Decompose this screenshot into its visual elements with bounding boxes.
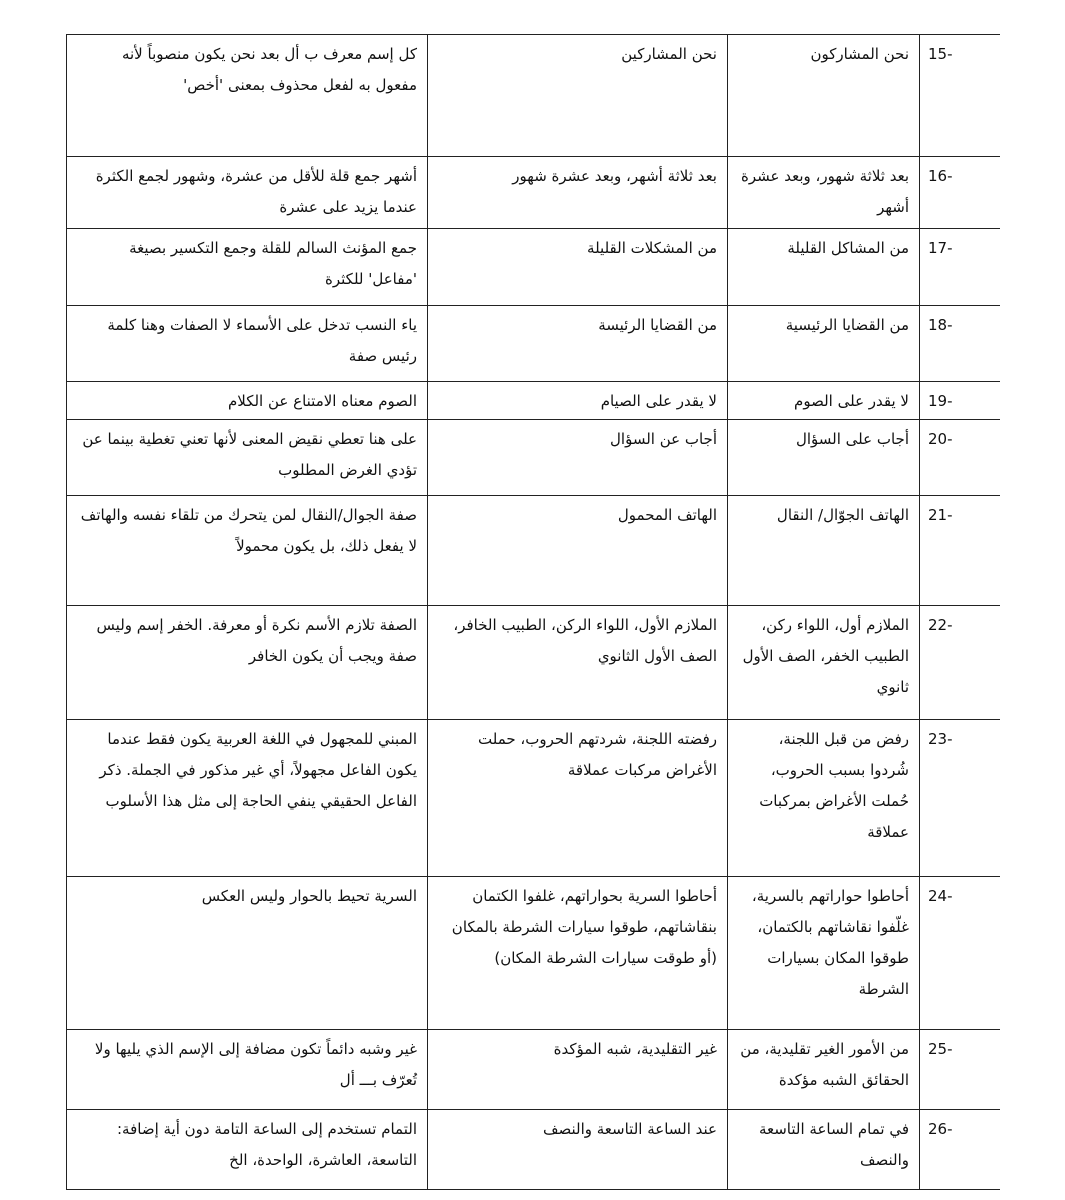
- table-row: [67, 720, 1001, 877]
- table-row: [67, 382, 1001, 420]
- corrected-text: الهاتف المحمول: [428, 496, 728, 606]
- explanation-text: أشهر جمع قلة للأقل من عشرة، وشهور لجمع الكثرة عندما يزيد على عشرة: [67, 157, 428, 229]
- row-number: 23-: [920, 720, 1001, 877]
- original-text: أجاب على السؤال: [728, 420, 920, 496]
- corrected-text: عند الساعة التاسعة والنصف: [428, 1110, 728, 1190]
- original-text: لا يقدر على الصوم: [728, 382, 920, 420]
- corrected-text: الملازم الأول، اللواء الركن، الطبيب الخافر، الصف الأول الثانوي: [428, 606, 728, 720]
- corrected-text: من القضايا الرئيسة: [428, 306, 728, 382]
- table-row: [67, 420, 1001, 496]
- original-text: نحن المشاركون: [728, 35, 920, 157]
- row-number: 17-: [920, 229, 1001, 306]
- row-number: 16-: [920, 157, 1001, 229]
- corrections-table: [66, 34, 1000, 1190]
- original-text: أحاطوا حواراتهم بالسرية، غلّفوا نقاشاتهم بالكتمان، طوقوا المكان بسيارات الشرطة: [728, 877, 920, 1030]
- original-text: من القضايا الرئيسية: [728, 306, 920, 382]
- row-number: 26-: [920, 1110, 1001, 1190]
- original-text: بعد ثلاثة شهور، وبعد عشرة أشهر: [728, 157, 920, 229]
- original-text: الملازم أول، اللواء ركن، الطبيب الخفر، الصف الأول ثانوي: [728, 606, 920, 720]
- row-number: 24-: [920, 877, 1001, 1030]
- original-text: الهاتف الجوّال/ النقال: [728, 496, 920, 606]
- row-number: 25-: [920, 1030, 1001, 1110]
- table-row: [67, 306, 1001, 382]
- explanation-text: ياء النسب تدخل على الأسماء لا الصفات وهنا كلمة رئيس صفة: [67, 306, 428, 382]
- corrected-text: بعد ثلاثة أشهر، وبعد عشرة شهور: [428, 157, 728, 229]
- table-row: [67, 606, 1001, 720]
- row-number: 20-: [920, 420, 1001, 496]
- corrected-text: نحن المشاركين: [428, 35, 728, 157]
- explanation-text: السرية تحيط بالحوار وليس العكس: [67, 877, 428, 1030]
- corrected-text: أحاطوا السرية بحواراتهم، غلفوا الكتمان بنقاشاتهم، طوقوا سيارات الشرطة بالمكان (أو طوقت سيارات الشرطة المكان): [428, 877, 728, 1030]
- explanation-text: غير وشبه دائماً تكون مضافة إلى الإسم الذي يليها ولا تُعرّف بـــ أل: [67, 1030, 428, 1110]
- table-row: [67, 877, 1001, 1030]
- explanation-text: الصفة تلازم الأسم نكرة أو معرفة. الخفر إسم وليس صفة ويجب أن يكون الخافر: [67, 606, 428, 720]
- row-number: 22-: [920, 606, 1001, 720]
- table-row: [67, 157, 1001, 229]
- explanation-text: التمام تستخدم إلى الساعة التامة دون أية إضافة: التاسعة، العاشرة، الواحدة، الخ: [67, 1110, 428, 1190]
- explanation-text: كل إسم معرف ب أل بعد نحن يكون منصوباً لأنه مفعول به لفعل محذوف بمعنى 'أخص': [67, 35, 428, 157]
- explanation-text: المبني للمجهول في اللغة العربية يكون فقط عندما يكون الفاعل مجهولاً، أي غير مذكور في الجملة. ذكر الفاعل الحقيقي ينفي الحاجة إلى مثل هذا الأسلوب: [67, 720, 428, 877]
- row-number: 15-: [920, 35, 1001, 157]
- corrected-text: لا يقدر على الصيام: [428, 382, 728, 420]
- corrected-text: أجاب عن السؤال: [428, 420, 728, 496]
- explanation-text: على هنا تعطي نقيض المعنى لأنها تعني تغطية بينما عن تؤدي الغرض المطلوب: [67, 420, 428, 496]
- corrected-text: غير التقليدية، شبه المؤكدة: [428, 1030, 728, 1110]
- document-page: [66, 34, 1000, 1194]
- table-row: [67, 35, 1001, 157]
- row-number: 18-: [920, 306, 1001, 382]
- original-text: من المشاكل القليلة: [728, 229, 920, 306]
- original-text: في تمام الساعة التاسعة والنصف: [728, 1110, 920, 1190]
- table-row: [67, 229, 1001, 306]
- table-row: [67, 1110, 1001, 1190]
- explanation-text: صفة الجوال/النقال لمن يتحرك من تلقاء نفسه والهاتف لا يفعل ذلك، بل يكون محمولاً: [67, 496, 428, 606]
- original-text: رفض من قبل اللجنة، شُردوا بسبب الحروب، حُملت الأغراض بمركبات عملاقة: [728, 720, 920, 877]
- row-number: 19-: [920, 382, 1001, 420]
- table-row: [67, 496, 1001, 606]
- explanation-text: الصوم معناه الامتناع عن الكلام: [67, 382, 428, 420]
- row-number: 21-: [920, 496, 1001, 606]
- explanation-text: جمع المؤنث السالم للقلة وجمع التكسير بصيغة 'مفاعل' للكثرة: [67, 229, 428, 306]
- table-row: [67, 1030, 1001, 1110]
- original-text: من الأمور الغير تقليدية، من الحقائق الشبه مؤكدة: [728, 1030, 920, 1110]
- corrected-text: من المشكلات القليلة: [428, 229, 728, 306]
- corrected-text: رفضته اللجنة، شردتهم الحروب، حملت الأغراض مركبات عملاقة: [428, 720, 728, 877]
